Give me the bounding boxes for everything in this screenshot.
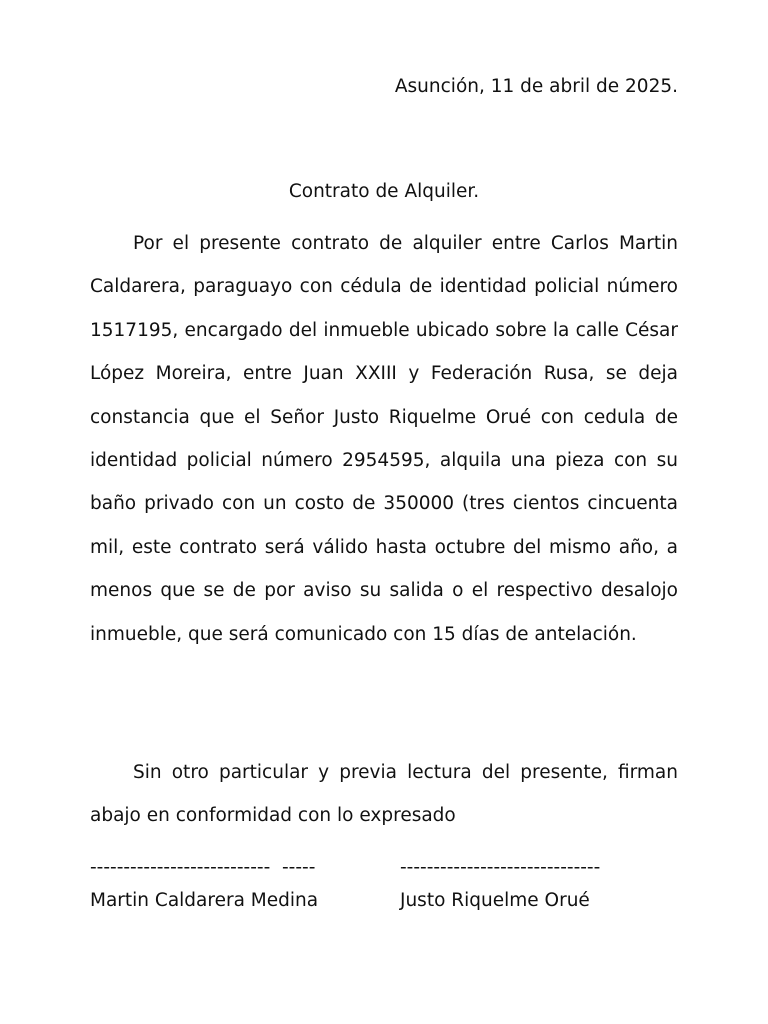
signature-line-left: --------------------------- ----- — [90, 857, 316, 878]
signature-line-right: ------------------------------ — [400, 857, 601, 878]
signatory-name-right: Justo Riquelme Orué — [400, 890, 590, 911]
date-line: Asunción, 11 de abril de 2025. — [394, 76, 678, 97]
contract-body-paragraph: Por el presente contrato de alquiler entre Carlos Martin Caldarera, paraguayo con cédula de identidad policial número 1517195, encargado del inmueble ubicado sobre la calle César López Moreira, entre Juan XXIII y Federación Rusa, se deja constancia que el Señor Justo Riquelme Orué con cedula de identidad policial número 2954595, alquila una pieza con su baño privado con un costo de 350000 (tres cientos cincuenta mil, este contrato será válido hasta octubre del mismo año, a menos que se de por aviso su salida o el respectivo desalojo inmueble, que será comunicado con 15 días de antelación. — [90, 233, 678, 645]
closing-paragraph: Sin otro particular y previa lectura del presente, firman abajo en conformidad con lo expresado — [90, 762, 678, 827]
signatory-name-left: Martin Caldarera Medina — [90, 890, 319, 911]
document-title: Contrato de Alquiler. — [288, 181, 480, 202]
